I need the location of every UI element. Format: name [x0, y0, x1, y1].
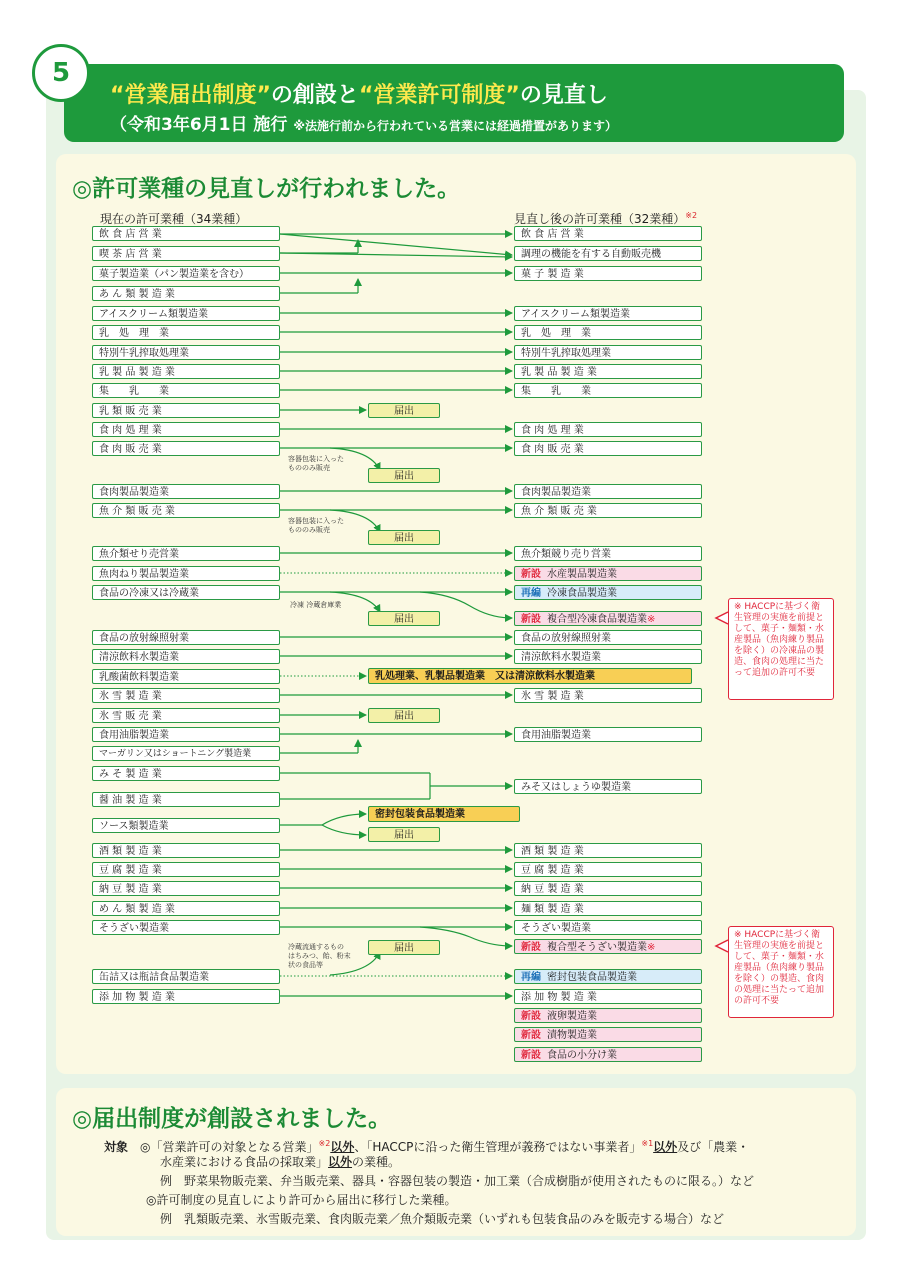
right-item-text: 集 乳 業: [521, 386, 591, 397]
left-item: み そ 製 造 業: [92, 766, 280, 781]
new-tag: 新設: [521, 1011, 541, 1022]
right-item: [514, 901, 702, 916]
left-item: 食用油脂製造業: [92, 727, 280, 742]
notification-section-title: ◎届出制度が創設されました。: [72, 1106, 392, 1132]
right-item-text: 食用油脂製造業: [521, 730, 591, 741]
pack-note-line1: 容器包装に入った: [288, 517, 344, 525]
left-item: アイスクリーム類製造業: [92, 306, 280, 321]
right-item: [514, 226, 702, 241]
target-line-2: [160, 1153, 400, 1172]
right-item-text: 食 肉 販 売 業: [521, 444, 584, 455]
right-item-text: そうざい製造業: [521, 923, 591, 934]
left-item: 飲 食 店 営 業: [92, 226, 280, 241]
right-column-heading-text: 見直し後の許可業種（32業種）: [514, 212, 686, 226]
subtitle-date: （令和3年6月1日 施行: [110, 115, 288, 135]
right-item-text: 酒 類 製 造 業: [521, 846, 584, 857]
right-item: [514, 727, 702, 742]
left-item: 氷 雪 製 造 業: [92, 688, 280, 703]
right-item-text: 菓 子 製 造 業: [521, 269, 584, 280]
left-item: 納 豆 製 造 業: [92, 881, 280, 896]
left-item: 氷 雪 販 売 業: [92, 708, 280, 723]
right-item: [514, 688, 702, 703]
lactic-destination-box: 乳処理業、乳製品製造業 又は清涼飲料水製造業: [368, 668, 692, 684]
right-item-text: 特別牛乳搾取処理業: [521, 348, 611, 359]
pack-note: [288, 455, 344, 473]
right-item-text: 魚介類競り売り営業: [521, 549, 611, 560]
right-item: [514, 383, 702, 398]
target-1c: 、「HACCPに沿った衛生管理が義務ではない事業者」: [354, 1140, 642, 1154]
reorg-tag: 再編: [521, 588, 541, 599]
new-tag: 新設: [521, 569, 541, 580]
right-item-text: 水産製品製造業: [547, 569, 617, 580]
target-example-2: 例 乳類販売業、氷雪販売業、食肉販売業／魚介類販売業（いずれも包装食品のみを販売する場合）など: [160, 1212, 725, 1226]
left-column-heading: 現在の許可業種（34業種）: [100, 212, 248, 226]
asterisk-mark: ※: [647, 614, 656, 625]
left-item: 喫 茶 店 営 業: [92, 246, 280, 261]
left-item: 缶詰又は瓶詰食品製造業: [92, 969, 280, 984]
can-note-line3: 状の食品等: [288, 961, 323, 969]
target-1-sup2: ※1: [641, 1139, 654, 1148]
haccp-note-frozen: ※ HACCPに基づく衛生管理の実施を前提として、菓子・麺類・水産製品（魚肉練り製品を除く）の冷凍品の製造、食肉の処理に当たって追加の許可不要: [728, 598, 834, 700]
sealed-package-box: 密封包装食品製造業: [368, 806, 520, 822]
right-item: [514, 546, 702, 561]
new-tag: 新設: [521, 1030, 541, 1041]
left-item: ソース類製造業: [92, 818, 280, 833]
left-item: 豆 腐 製 造 業: [92, 862, 280, 877]
right-item: [514, 630, 702, 645]
right-item-text: 乳 処 理 業: [521, 328, 591, 339]
pack-note-line2: もののみ販売: [288, 526, 330, 534]
can-note-line1: 冷蔵流通するもの: [288, 943, 344, 951]
right-item: [514, 325, 702, 340]
permit-section-title: ◎許可業種の見直しが行われました。: [72, 176, 461, 202]
right-item-text: 複合型冷凍食品製造業: [547, 614, 647, 625]
right-item-text: 豆 腐 製 造 業: [521, 865, 584, 876]
target-1-except: 以外: [330, 1140, 355, 1154]
right-item-text: 食 肉 処 理 業: [521, 425, 584, 436]
right-item-text: 食品の小分け業: [547, 1050, 617, 1061]
target-1e: 及び「農業・: [677, 1140, 750, 1154]
right-item-text: 食肉製品製造業: [521, 487, 591, 498]
right-column-heading-sup: ※2: [685, 211, 698, 220]
right-item: [514, 441, 702, 456]
right-item-text: 調理の機能を有する自動販売機: [521, 249, 661, 260]
left-item: 酒 類 製 造 業: [92, 843, 280, 858]
left-item: そうざい製造業: [92, 920, 280, 935]
title-text-2: の見直し: [519, 83, 608, 108]
right-item: [514, 266, 702, 281]
section-number-badge: 5: [32, 44, 90, 102]
left-item: マーガリン又はショートニング製造業: [92, 746, 280, 761]
left-item: 食品の放射線照射業: [92, 630, 280, 645]
right-item: [514, 881, 702, 896]
target-2-except: 以外: [328, 1155, 353, 1169]
right-item-text: 漬物製造業: [547, 1030, 597, 1041]
right-item-text: 乳 製 品 製 造 業: [521, 367, 597, 378]
left-item: 食品の冷凍又は冷蔵業: [92, 585, 280, 600]
left-item: 食 肉 処 理 業: [92, 422, 280, 437]
right-item-reorg: [514, 585, 702, 600]
left-item: 乳酸菌飲料製造業: [92, 669, 280, 684]
new-tag: 新設: [521, 614, 541, 625]
right-item-text: アイスクリーム類製造業: [521, 309, 630, 320]
notification-box: 届出: [368, 403, 440, 418]
pack-note: [288, 517, 344, 535]
title-quote-1: “営業届出制度”: [110, 83, 271, 108]
right-item-text: 魚 介 類 販 売 業: [521, 506, 597, 517]
asterisk-mark: ※: [647, 942, 656, 953]
right-item: [514, 843, 702, 858]
target-1a: ◎「営業許可の対象となる営業」: [140, 1140, 319, 1154]
right-item: [514, 246, 702, 261]
right-item-new: [514, 1047, 702, 1062]
storage-note: 冷凍 冷蔵倉庫業: [290, 601, 342, 609]
left-item: 集 乳 業: [92, 383, 280, 398]
right-item: [514, 484, 702, 499]
notification-box: 届出: [368, 468, 440, 483]
right-item-new: [514, 566, 702, 581]
right-item-reorg: [514, 969, 702, 984]
right-item-text: 納 豆 製 造 業: [521, 884, 584, 895]
left-item: 特別牛乳搾取処理業: [92, 345, 280, 360]
right-item: [514, 920, 702, 935]
target-2a: 水産業における食品の採取業」: [160, 1155, 329, 1169]
left-item: 乳 製 品 製 造 業: [92, 364, 280, 379]
title-text-1: の創設と: [270, 83, 359, 108]
title-quote-2: “営業許可制度”: [358, 83, 520, 108]
left-item: 醤 油 製 造 業: [92, 792, 280, 807]
right-item-text: 冷凍食品製造業: [547, 588, 617, 599]
notification-box: 届出: [368, 940, 440, 955]
left-item: あ ん 類 製 造 業: [92, 286, 280, 301]
right-item-text: 液卵製造業: [547, 1011, 597, 1022]
target-line-4: ◎許可制度の見直しにより許可から届出に移行した業種。: [146, 1193, 457, 1207]
right-item: [514, 345, 702, 360]
right-item-text: 食品の放射線照射業: [521, 633, 611, 644]
can-note-line2: はちみつ、飴、粉末: [288, 952, 351, 960]
right-item-text: 清涼飲料水製造業: [521, 652, 601, 663]
right-item-text: 密封包装食品製造業: [547, 972, 637, 983]
left-item: 魚肉ねり製品製造業: [92, 566, 280, 581]
can-note: [288, 943, 351, 970]
new-tag: 新設: [521, 1050, 541, 1061]
right-item-new: [514, 1008, 702, 1023]
new-tag: 新設: [521, 942, 541, 953]
right-item-new: [514, 1027, 702, 1042]
target-1-except2: 以外: [653, 1140, 678, 1154]
left-item: め ん 類 製 造 業: [92, 901, 280, 916]
right-item-text: 氷 雪 製 造 業: [521, 691, 584, 702]
left-item: 菓子製造業（パン製造業を含む）: [92, 266, 280, 281]
right-item: [514, 989, 702, 1004]
left-item: 食 肉 販 売 業: [92, 441, 280, 456]
right-item: [514, 503, 702, 518]
pack-note-line1: 容器包装に入った: [288, 455, 344, 463]
left-item: 乳 類 販 売 業: [92, 403, 280, 418]
right-item-text: 飲 食 店 営 業: [521, 229, 584, 240]
right-item: [514, 862, 702, 877]
right-item: [514, 779, 702, 794]
right-item-text: 麺 類 製 造 業: [521, 904, 584, 915]
target-2c: の業種。: [352, 1155, 401, 1169]
left-item: 乳 処 理 業: [92, 325, 280, 340]
notification-box: 届出: [368, 708, 440, 723]
right-item-new: [514, 939, 702, 954]
right-item-new: [514, 611, 702, 626]
left-item: 魚 介 類 販 売 業: [92, 503, 280, 518]
left-item: 添 加 物 製 造 業: [92, 989, 280, 1004]
right-item-text: 複合型そうざい製造業: [547, 942, 647, 953]
right-item: [514, 306, 702, 321]
reorg-tag: 再編: [521, 972, 541, 983]
notification-box: 届出: [368, 530, 440, 545]
left-item: 清涼飲料水製造業: [92, 649, 280, 664]
target-label: 対象: [104, 1140, 129, 1154]
right-item: [514, 364, 702, 379]
right-item-text: みそ又はしょうゆ製造業: [521, 782, 631, 793]
pack-note-line2: もののみ販売: [288, 464, 330, 472]
left-item: 食肉製品製造業: [92, 484, 280, 499]
subtitle-note: ※法施行前から行われている営業には経過措置があります）: [293, 119, 617, 133]
notification-box: 届出: [368, 827, 440, 842]
right-item: [514, 649, 702, 664]
target-1-sup: ※2: [318, 1139, 331, 1148]
notification-box: 届出: [368, 611, 440, 626]
left-item: 魚介類せり売営業: [92, 546, 280, 561]
target-example-1: 例 野菜果物販売業、弁当販売業、器具・容器包装の製造・加工業（合成樹脂が使用されたものに限る。）など: [160, 1174, 755, 1188]
right-item: [514, 422, 702, 437]
right-item-text: 添 加 物 製 造 業: [521, 992, 597, 1003]
haccp-note-souzai: ※ HACCPに基づく衛生管理の実施を前提として、菓子・麺類・水産製品（魚肉練り製品を除く）の製造、食肉の処理に当たって追加の許可不要: [728, 926, 834, 1018]
